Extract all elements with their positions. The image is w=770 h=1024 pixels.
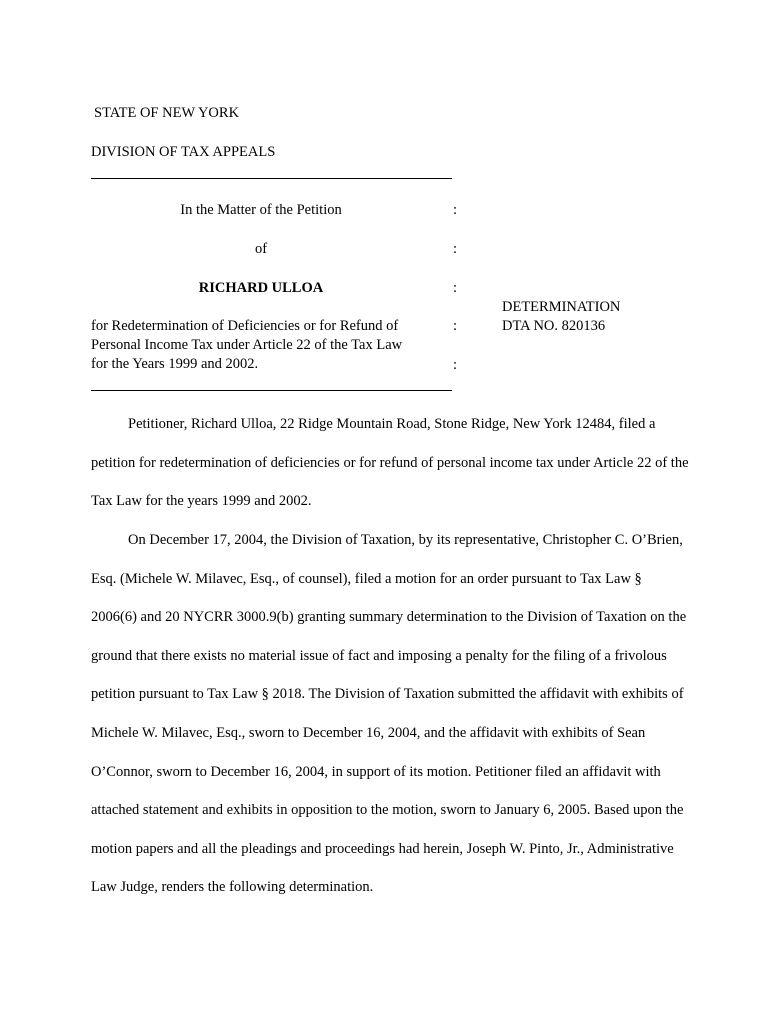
paragraph-line: Law Judge, renders the following determination. [91, 879, 374, 896]
caption-bottom-rule [91, 390, 452, 391]
caption-colon: : [453, 318, 458, 334]
determination-title: DETERMINATION [502, 299, 621, 315]
caption-colon: : [453, 202, 458, 218]
paragraph-petition [91, 405, 691, 521]
paragraph-line: motion papers and all the pleadings and proceedings had herein, Joseph W. Pinto, Jr., Administrative [91, 840, 674, 857]
petitioner-name: RICHARD ULLOA [198, 280, 324, 296]
state-heading: STATE OF NEW YORK [94, 105, 240, 121]
caption-purpose-line: for the Years 1999 and 2002. [91, 356, 259, 372]
caption-top-rule [91, 178, 452, 179]
division-heading: DIVISION OF TAX APPEALS [91, 144, 276, 160]
paragraph-line: attached statement and exhibits in opposition to the motion, sworn to January 6, 2005. Based upon the [91, 802, 684, 819]
paragraph-line: Tax Law for the years 1999 and 2002. [91, 493, 312, 510]
caption-colon: : [453, 357, 458, 373]
matter-of-petition: In the Matter of the Petition [180, 202, 342, 218]
paragraph-line: petition for redetermination of deficiencies or for refund of personal income tax under Article 22 of the [91, 454, 689, 471]
caption-colon: : [453, 280, 458, 296]
paragraph-motion [91, 521, 691, 907]
paragraph-line: Esq. (Michele W. Milavec, Esq., of counsel), filed a motion for an order pursuant to Tax Law § [91, 570, 642, 587]
paragraph-line: O’Connor, sworn to December 16, 2004, in support of its motion. Petitioner filed an affidavit with [91, 763, 661, 780]
dta-number: DTA NO. 820136 [502, 318, 606, 334]
paragraph-line: Petitioner, Richard Ulloa, 22 Ridge Mountain Road, Stone Ridge, New York 12484, filed a [128, 416, 656, 432]
caption-purpose [91, 317, 402, 374]
paragraph-line: 2006(6) and 20 NYCRR 3000.9(b) granting summary determination to the Division of Taxation on the [91, 609, 687, 626]
paragraph-line: ground that there exists no material issue of fact and imposing a penalty for the filing of a frivolous [91, 647, 667, 664]
paragraph-line: Michele W. Milavec, Esq., sworn to December 16, 2004, and the affidavit with exhibits of Sean [91, 724, 646, 741]
of-text: of [254, 241, 268, 257]
caption-purpose-line: Personal Income Tax under Article 22 of the Tax Law [91, 337, 403, 353]
caption-purpose-line: for Redetermination of Deficiencies or for Refund of [91, 318, 399, 334]
paragraph-line: petition pursuant to Tax Law § 2018. The Division of Taxation submitted the affidavit with exhibits of [91, 686, 684, 703]
caption-colon: : [453, 241, 458, 257]
paragraph-line: On December 17, 2004, the Division of Taxation, by its representative, Christopher C. O’Brien, [128, 532, 683, 548]
